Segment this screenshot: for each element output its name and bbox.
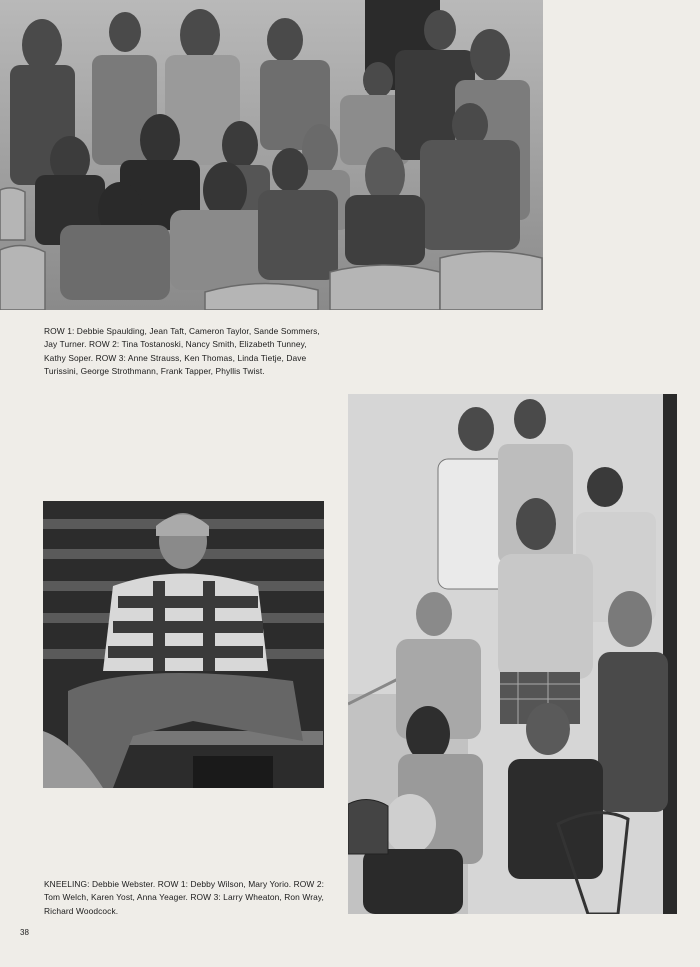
top-group-photo (0, 0, 543, 310)
bottom-left-photo (43, 501, 324, 788)
bottom-right-photo-image (348, 394, 677, 914)
top-photo-caption: ROW 1: Debbie Spaulding, Jean Taft, Cameron Taylor, Sande Sommers, Jay Turner. ROW 2: Tina Tostanoski, Nancy Smith, Elizabeth Tunney, Kathy Soper. ROW 3: Anne Strauss, Ken Thomas, Linda Tietje, Dave Turissini, George Strothmann, Frank Tapper, Phyllis Twist. (44, 326, 320, 377)
bottom-left-photo-image (43, 501, 324, 788)
top-group-photo-image (0, 0, 543, 310)
bottom-photo-caption: KNEELING: Debbie Webster. ROW 1: Debby Wilson, Mary Yorio. ROW 2: Tom Welch, Karen Yost, Anna Yeager. ROW 3: Larry Wheaton, Ron Wray, Richard Woodcock. (44, 879, 325, 916)
page-number: 38 (20, 928, 29, 937)
bottom-right-photo (348, 394, 677, 914)
